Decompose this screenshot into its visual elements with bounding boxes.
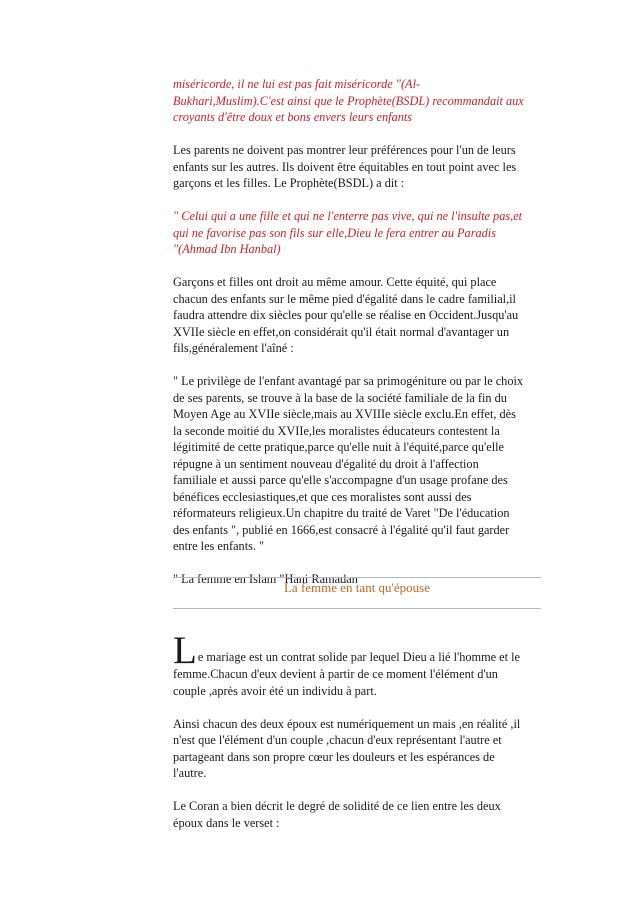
line: la seconde moitié du XVIIe,les moralistes éducateurs contestent la: [173, 423, 500, 438]
section-title: La femme en tant qu'épouse: [283, 580, 430, 595]
line: XVIIe siècle en effet,on considérait qu'il était normal d'avantager un: [173, 324, 510, 339]
line: Moyen Age au XVIIe siècle,mais au XVIIIe siècle exclu.En effet, dès: [173, 407, 516, 421]
line: " Le privilège de l'enfant avantagé par sa primogéniture ou par le choix: [173, 374, 524, 388]
line: femme.Chacun d'eux devient à partir de ce moment l'élément d'un: [173, 667, 498, 681]
line: bénéfices ecclesiastiques,et que ces moralistes sont aussi des: [173, 489, 472, 504]
line: faudra attendre dix siècles pour qu'elle se réalise en Occident.Jusqu'au: [173, 308, 519, 322]
hadith-quote-2: [173, 208, 545, 258]
line: enfants sur les autres. Ils doivent être équitables en tout point avec les: [173, 159, 517, 174]
source-citation: " La femme en Islam "Hani Ramadan: [173, 572, 358, 586]
line: garçons et les filles. Le Prophète(BSDL) a dit :: [173, 176, 405, 190]
line: répugne à un sentiment nouveau d'égalité du droit à l'affection: [173, 456, 479, 471]
line: n'est que l'élément d'un couple ,chacun d'eux représentant l'autre et: [173, 733, 502, 747]
line: qui ne favorise pas son fils sur elle,Dieu le fera entrer au Paradis: [173, 225, 496, 240]
line: de ses parents, se trouve à la base de la société familiale de la fin du: [173, 390, 507, 405]
line: Garçons et filles ont droit au même amour. Cette équité, qui place: [173, 275, 497, 289]
line: Les parents ne doivent pas montrer leur préférences pour l'un de leurs: [173, 143, 516, 157]
upper-text-block: [173, 76, 545, 588]
drop-cap: L: [173, 629, 197, 672]
line: époux dans le verset :: [173, 815, 280, 830]
line: miséricorde, il ne lui est pas fait miséricorde "(Al-: [173, 77, 421, 91]
line: des enfants ", publié en 1666,est consacré à l'égalité qu'il faut garder: [173, 522, 510, 537]
line: Le Coran a bien décrit le degré de solidité de ce lien entre les deux: [173, 799, 501, 813]
paragraph-privilege-quote: [173, 373, 545, 555]
paragraph-parents: [173, 142, 545, 192]
paragraph-marriage: [173, 629, 545, 699]
top-divider: [173, 577, 541, 578]
line: Bukhari,Muslim).C'est ainsi que le Prophète(BSDL) recommandait aux: [173, 93, 524, 108]
line: couple ,après avoir été un individu à part.: [173, 683, 377, 698]
line: entre les enfants. ": [173, 539, 265, 553]
line: " Celui qui a une fille et qui ne l'enterre pas vive, qui ne l'insulte pas,et: [173, 209, 523, 223]
line: Ainsi chacun des deux époux est numériquement un mais ,en réalité ,il: [173, 716, 521, 731]
line: fils,généralement l'aîné :: [173, 341, 294, 355]
paragraph-coran: [173, 798, 545, 831]
line: réformateurs religieux.Un chapitre du traité de Varet "De l'éducation: [173, 506, 510, 520]
bottom-divider: [173, 608, 541, 609]
paragraph-equity: [173, 274, 545, 357]
line: chacun des enfants sur le même pied d'égalité dans le cadre familial,il: [173, 291, 516, 306]
hadith-quote-1: [173, 76, 545, 126]
line: croyants d'être doux et bons envers leurs enfants: [173, 110, 413, 124]
line: familiale et aussi parce qu'elle s'accompagne d'un usage profane des: [173, 473, 508, 487]
line: partageant dans son propre cœur les douleurs et les espérances de: [173, 749, 495, 764]
lower-text-block: [173, 629, 545, 831]
paragraph-spouses: [173, 716, 545, 782]
line: "(Ahmad Ibn Hanbal): [173, 242, 281, 256]
line: e mariage est un contrat solide par lequel Dieu a lié l'homme et le: [197, 650, 520, 664]
line: légitimité de cette pratique,parce qu'elle nuit à l'équité,parce qu'elle: [173, 440, 504, 454]
line: l'autre.: [173, 766, 207, 780]
